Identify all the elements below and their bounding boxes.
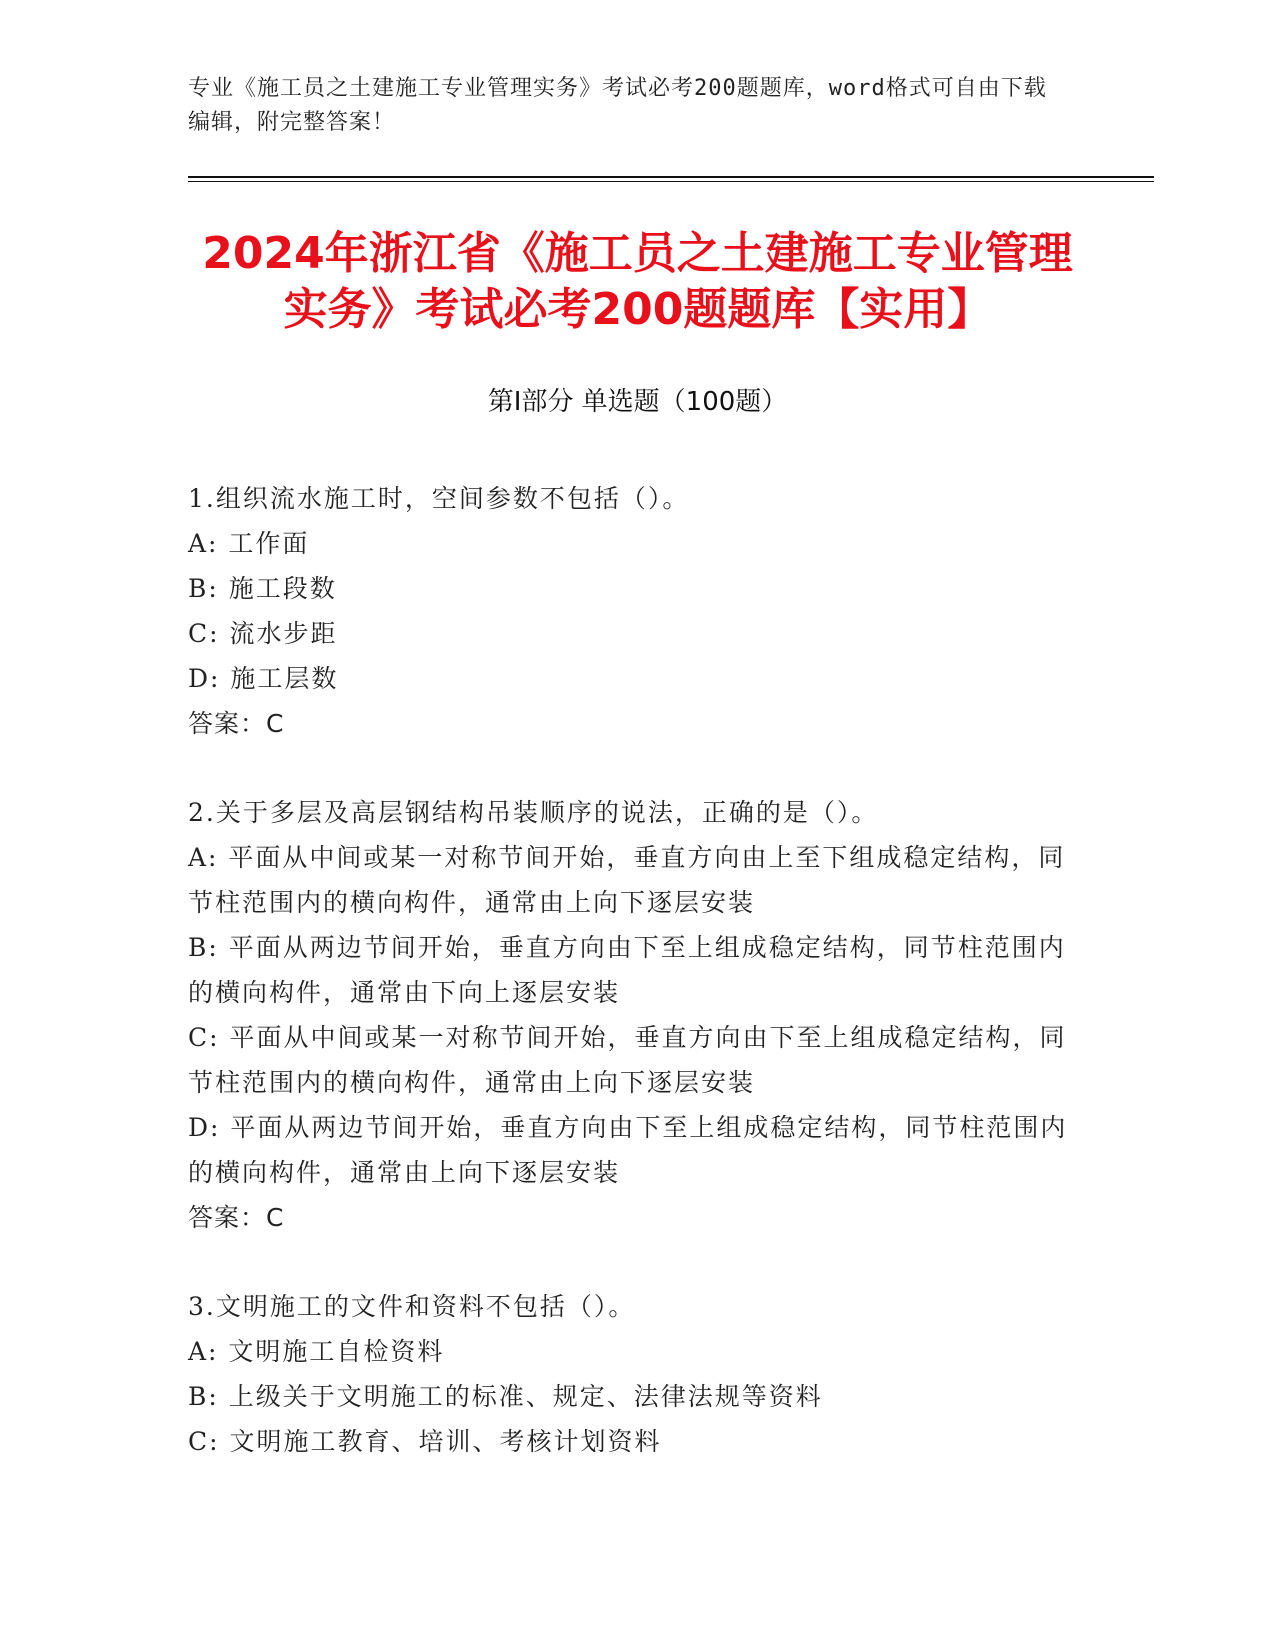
question-2 [188,790,1088,1240]
option-c: C: 平面从中间或某一对称节间开始，垂直方向由下至上组成稳定结构，同节柱范围内的横向构件，通常由上向下逐层安装 [188,1023,1067,1097]
header-note: 专业《施工员之土建施工专业管理实务》考试必考200题题库，word格式可自由下载编辑，附完整答案！ [188,76,1047,135]
question-stem: 1.组织流水施工时，空间参数不包括（）。 [188,484,690,513]
title-line-2: 实务》考试必考200题题库【实用】 [283,284,992,335]
document-title [120,226,1155,338]
option-a: A: 平面从中间或某一对称节间开始，垂直方向由上至下组成稳定结构，同节柱范围内的横向构件，通常由上向下逐层安装 [188,843,1066,917]
option-c: C: 流水步距 [188,619,338,648]
question-3 [188,1284,1088,1464]
answer: 答案：C [188,709,285,738]
option-b: B: 上级关于文明施工的标准、规定、法律法规等资料 [188,1382,823,1411]
option-a: A: 文明施工自检资料 [188,1337,445,1366]
section-title: 第Ⅰ部分 单选题（100题） [487,387,788,417]
option-b: B: 平面从两边节间开始，垂直方向由下至上组成稳定结构，同节柱范围内的横向构件，通常由下向上逐层安装 [188,933,1066,1007]
answer: 答案：C [188,1203,285,1232]
option-c: C: 文明施工教育、培训、考核计划资料 [188,1427,662,1456]
option-d: D: 施工层数 [188,664,339,693]
question-list [188,476,1088,1508]
question-stem: 3.文明施工的文件和资料不包括（）。 [188,1292,636,1321]
question-stem: 2.关于多层及高层钢结构吊装顺序的说法，正确的是（）。 [188,798,879,827]
option-b: B: 施工段数 [188,574,337,603]
header-rule-thin [188,181,1154,182]
header-rule-thick [188,176,1154,178]
title-line-1: 2024年浙江省《施工员之土建施工专业管理 [202,228,1073,279]
option-d: D: 平面从两边节间开始，垂直方向由下至上组成稳定结构，同节柱范围内的横向构件，通常由上向下逐层安装 [188,1113,1068,1187]
option-a: A: 工作面 [188,529,310,558]
question-1 [188,476,1088,746]
